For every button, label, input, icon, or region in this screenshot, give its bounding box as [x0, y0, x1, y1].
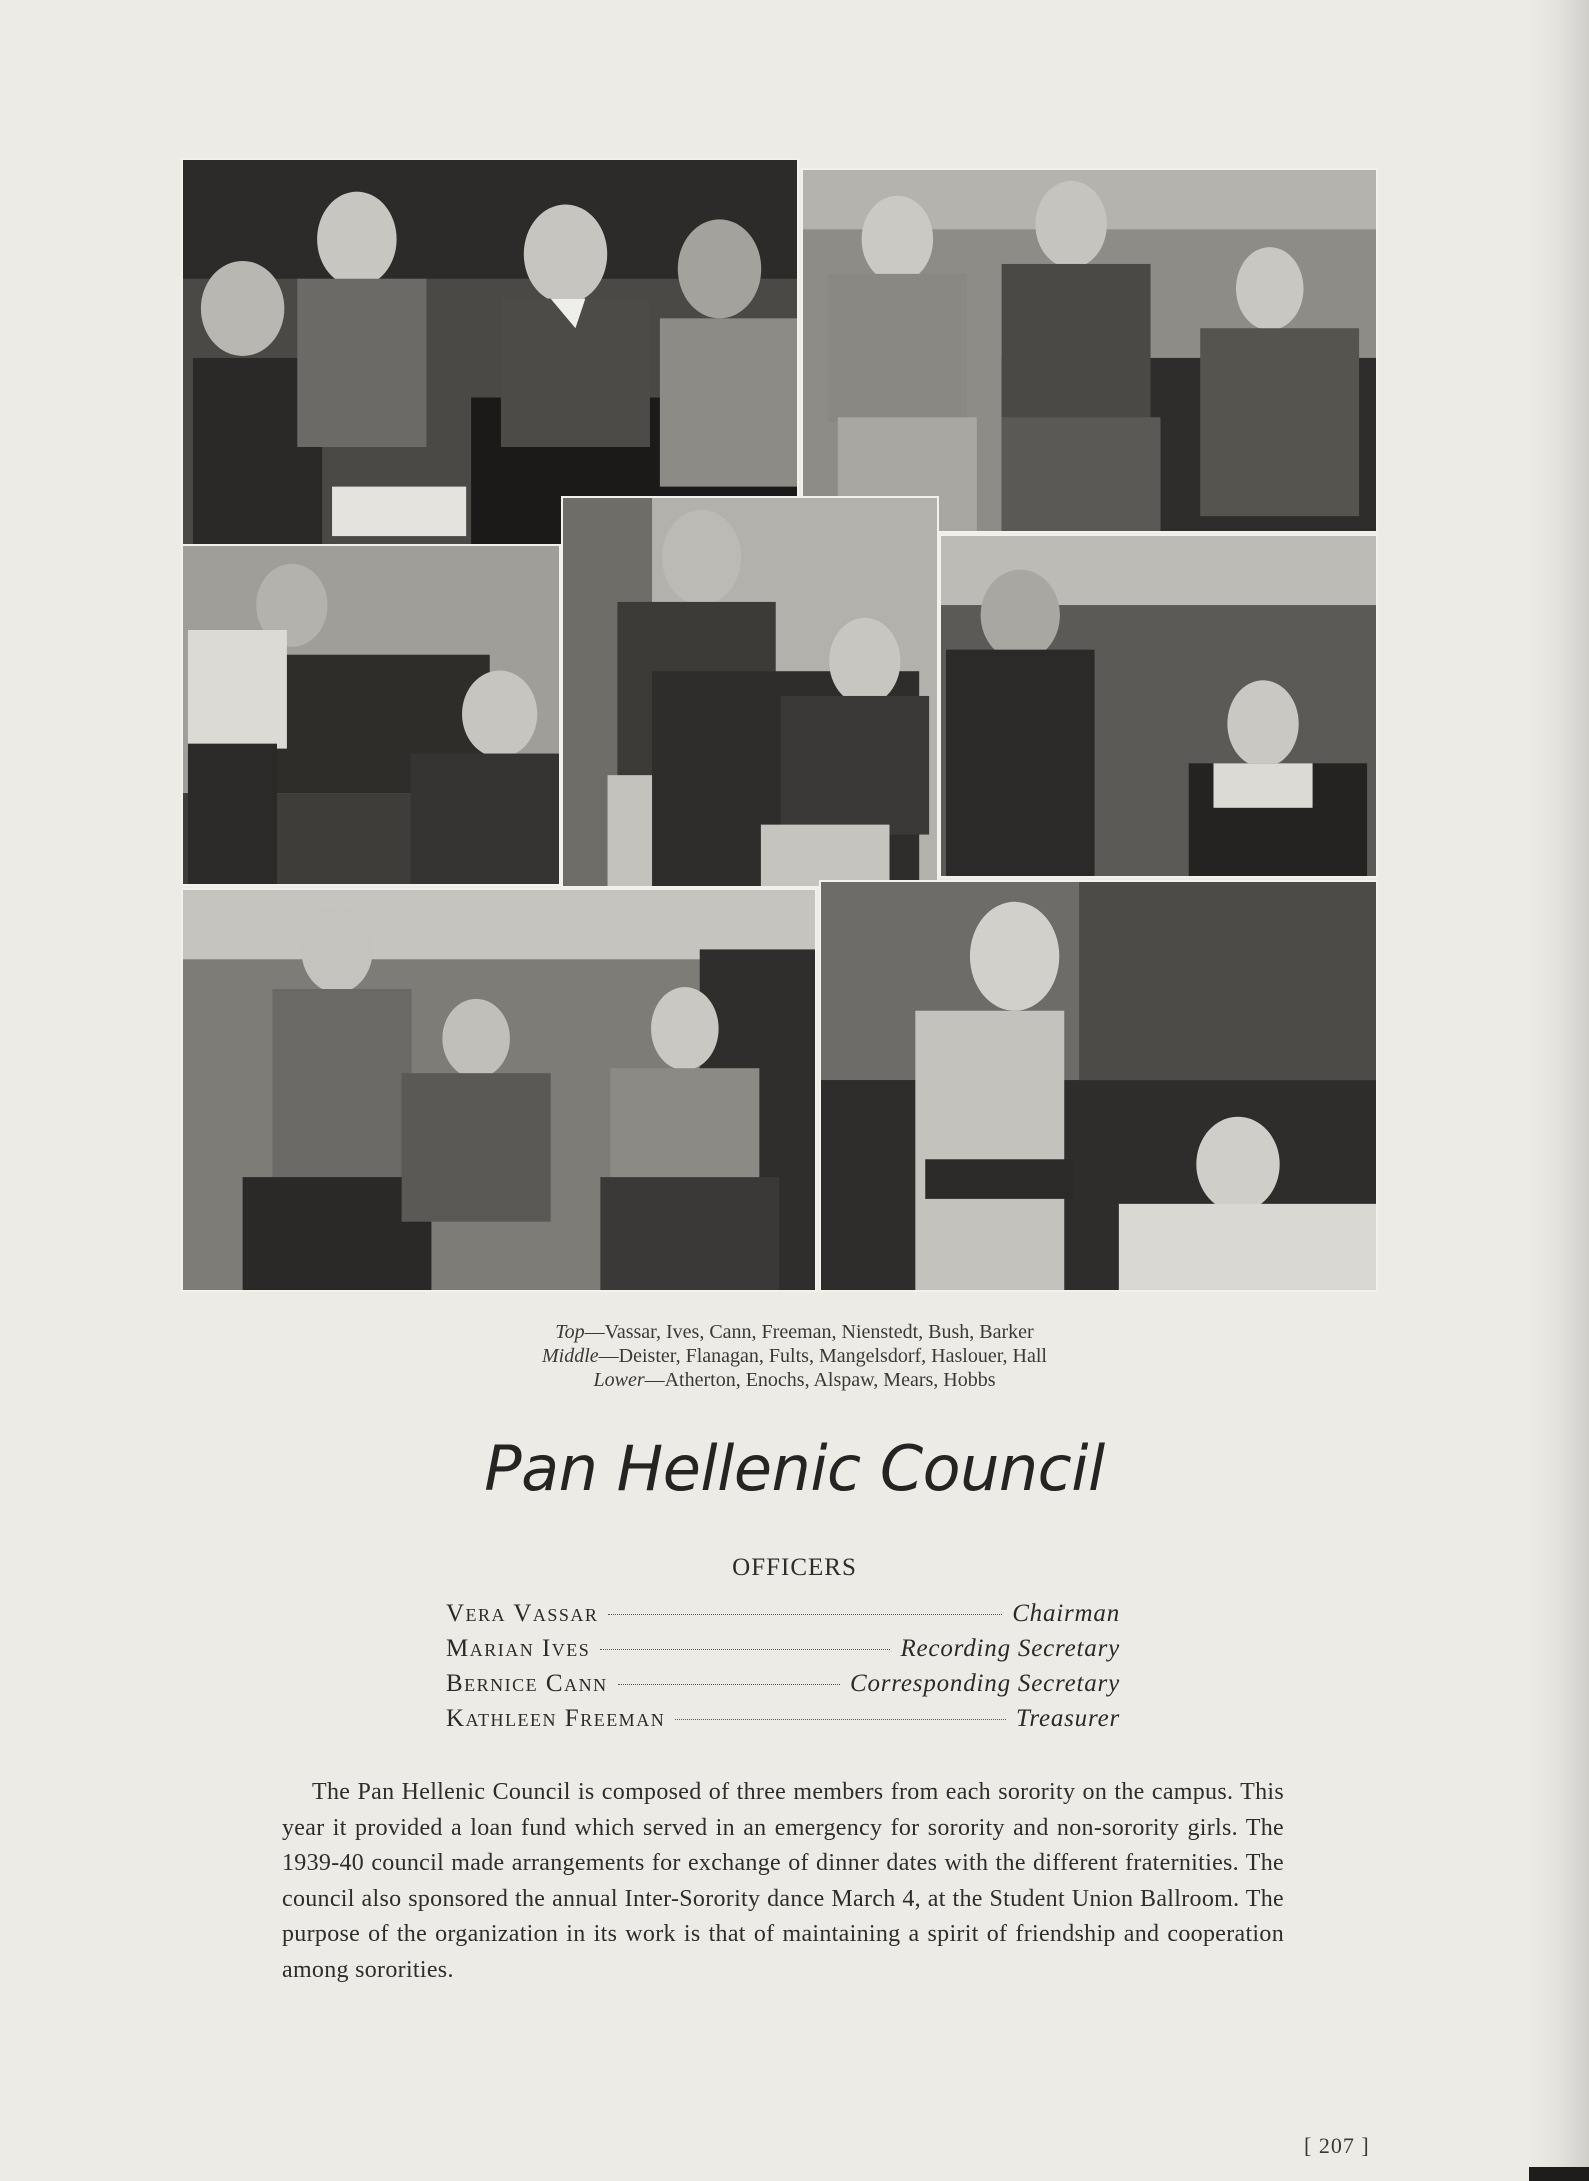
body-paragraph: The Pan Hellenic Council is composed of three members from each sorority on the campus. This year it provided a loan fund which served in an emergency for sorority and non-sorority girls. The 1939-40 council made arrangements for exchange of dinner dates with the different fraternities. The council also sponsored the annual Inter-Sorority dance March 4, at the Student Union Ballroom. The purpose of the organization in its work is that of maintaining a spirit of friendship and cooperation among sororities. — [282, 1779, 1284, 1983]
photo-top-left — [181, 158, 799, 548]
officer-row — [446, 1600, 1120, 1635]
officers-list — [446, 1600, 1120, 1740]
photo-caption — [0, 1320, 1589, 1392]
officer-role: Corresponding Secretary — [850, 1670, 1120, 1697]
page-number: [ 207 ] — [1304, 2133, 1370, 2158]
caption-names: —Vassar, Ives, Cann, Freeman, Nienstedt, Bush, Barker — [584, 1321, 1034, 1343]
photo-middle-right — [939, 534, 1378, 878]
officer-name: Vera Vassar — [446, 1600, 599, 1627]
officer-row — [446, 1635, 1120, 1670]
officer-row — [446, 1670, 1120, 1705]
caption-label: Middle — [542, 1345, 599, 1367]
officer-name: Kathleen Freeman — [446, 1705, 666, 1732]
photo-middle-center — [561, 496, 939, 888]
photo-lower-left — [181, 888, 817, 1292]
officer-name: Marian Ives — [446, 1635, 591, 1662]
caption-names: —Atherton, Enochs, Alspaw, Mears, Hobbs — [644, 1369, 996, 1391]
caption-names: —Deister, Flanagan, Fults, Mangelsdorf, Haslouer, Hall — [598, 1345, 1047, 1367]
caption-label: Top — [555, 1321, 585, 1343]
leader-dots — [675, 1719, 1006, 1720]
officers-heading: OFFICERS — [732, 1554, 857, 1581]
caption-label: Lower — [593, 1369, 645, 1391]
officer-role: Treasurer — [1016, 1705, 1120, 1732]
leader-dots — [600, 1649, 890, 1650]
binding-shadow — [1529, 0, 1589, 2181]
photo-lower-right — [819, 880, 1378, 1292]
officer-row — [446, 1705, 1120, 1740]
leader-dots — [608, 1614, 1002, 1615]
caption-line-lower — [0, 1368, 1589, 1392]
photo-middle-left — [181, 544, 561, 886]
officer-role: Chairman — [1012, 1600, 1120, 1627]
caption-line-top — [0, 1320, 1589, 1344]
officer-name: Bernice Cann — [446, 1670, 608, 1697]
leader-dots — [618, 1684, 840, 1685]
officer-role: Recording Secretary — [900, 1635, 1120, 1662]
photo-top-right — [801, 168, 1378, 533]
scan-edge — [1529, 2167, 1589, 2181]
photo-collage — [181, 158, 1378, 1292]
caption-line-middle — [0, 1344, 1589, 1368]
page-title: Pan Hellenic Council — [484, 1432, 1105, 1505]
